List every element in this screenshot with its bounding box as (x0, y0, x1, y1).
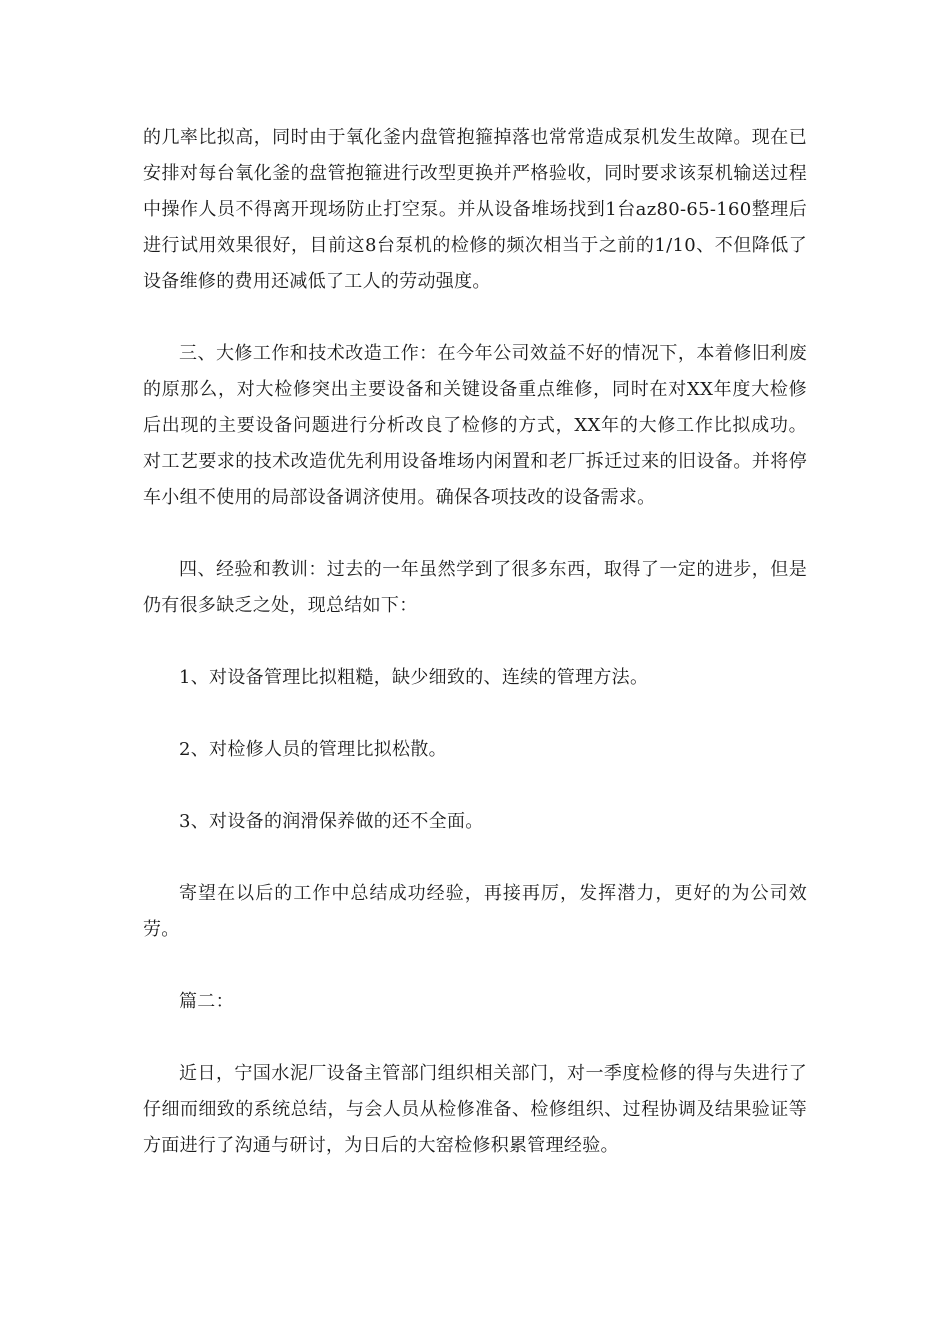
paragraph-section-four: 四、经验和教训：过去的一年虽然学到了很多东西，取得了一定的进步，但是仍有很多缺乏之处，现总结如下： (143, 559, 807, 616)
list-item-3: 3、对设备的润滑保养做的还不全面。 (179, 811, 484, 832)
paragraph-closing: 寄望在以后的工作中总结成功经验，再接再厉，发挥潜力，更好的为公司效劳。 (143, 883, 807, 940)
paragraph-continuation: 的几率比拟高，同时由于氧化釜内盘管抱箍掉落也常常造成泵机发生故障。现在已安排对每台氧化釜的盘管抱箍进行改型更换并严格验收，同时要求该泵机输送过程中操作人员不得离开现场防止打空泵。并从设备堆场找到1台az80-65-160整理后进行试用效果很好，目前这8台泵机的检修的频次相当于之前的1/10、不但降低了设备维修的费用还减低了工人的劳动强度。 (143, 127, 807, 292)
paragraph-part-two-intro: 近日，宁国水泥厂设备主管部门组织相关部门，对一季度检修的得与失进行了仔细而细致的系统总结，与会人员从检修准备、检修组织、过程协调及结果验证等方面进行了沟通与研讨，为日后的大窑检修积累管理经验。 (143, 1063, 807, 1156)
list-item-2: 2、对检修人员的管理比拟松散。 (179, 739, 447, 760)
list-item-1: 1、对设备管理比拟粗糙，缺少细致的、连续的管理方法。 (179, 667, 649, 688)
section-heading-part-two: 篇二： (179, 991, 234, 1012)
paragraph-section-three: 三、大修工作和技术改造工作：在今年公司效益不好的情况下，本着修旧利废的原那么，对大检修突出主要设备和关键设备重点维修，同时在对XX年度大检修后出现的主要设备问题进行分析改良了检修的方式，XX年的大修工作比拟成功。对工艺要求的技术改造优先利用设备堆场内闲置和老厂拆迁过来的旧设备。并将停车小组不使用的局部设备调济使用。确保各项技改的设备需求。 (143, 343, 807, 508)
document-body (143, 120, 807, 1200)
